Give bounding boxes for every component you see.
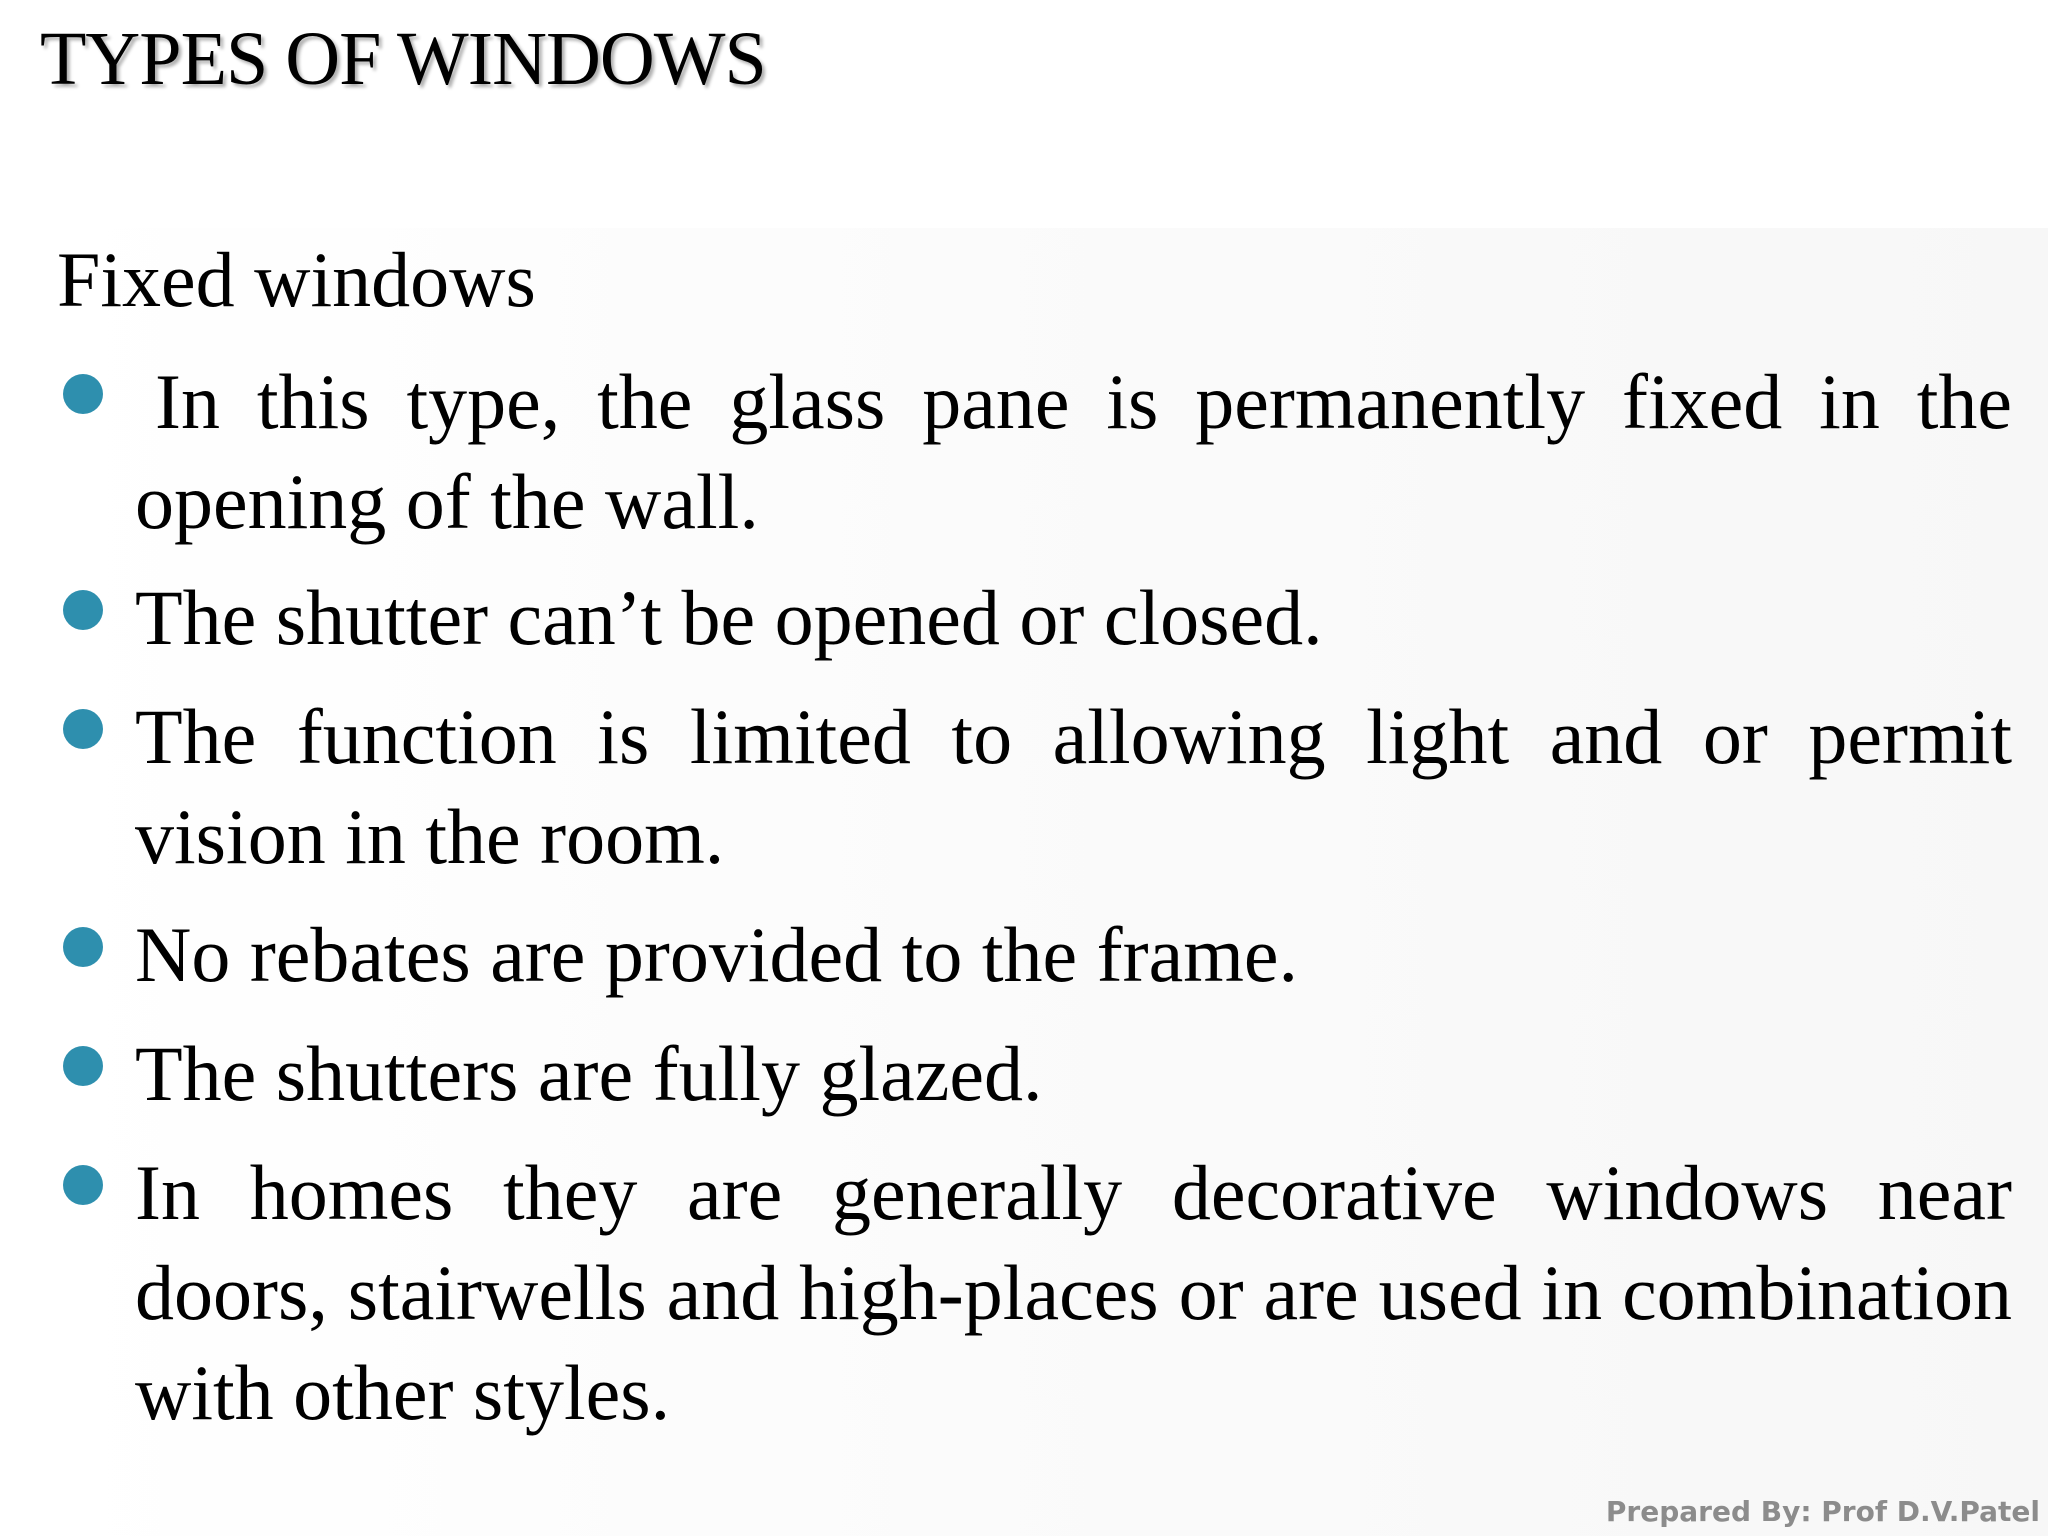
footer-credit: Prepared By: Prof D.V.Patel xyxy=(1605,1495,2040,1528)
section-heading: Fixed windows xyxy=(57,236,536,323)
bullet-text: In this type, the glass pane is permanently fixed in the opening of the wall. xyxy=(135,358,2012,545)
bullet-item xyxy=(135,568,2012,668)
bullet-item xyxy=(135,1143,2012,1443)
bullet-dot-icon xyxy=(63,1165,103,1205)
bullet-text: The function is limited to allowing light and or permit vision in the room. xyxy=(135,693,2012,880)
bullet-item xyxy=(135,1024,2012,1124)
bullet-item xyxy=(135,905,2012,1005)
bullet-dot-icon xyxy=(63,590,103,630)
bullet-text: No rebates are provided to the frame. xyxy=(135,911,1298,998)
bullet-dot-icon xyxy=(63,709,103,749)
bullet-item xyxy=(135,687,2012,887)
bullet-dot-icon xyxy=(63,374,103,414)
bullet-dot-icon xyxy=(63,927,103,967)
bullet-text: The shutter can’t be opened or closed. xyxy=(135,574,1323,661)
slide-title: TYPES OF WINDOWS xyxy=(40,17,766,101)
bullet-text: In homes they are generally decorative windows near doors, stairwells and high-places or are used in combination with other styles. xyxy=(135,1149,2012,1436)
bullet-dot-icon xyxy=(63,1046,103,1086)
bullet-item xyxy=(135,352,2012,552)
bullet-text: The shutters are fully glazed. xyxy=(135,1030,1043,1117)
